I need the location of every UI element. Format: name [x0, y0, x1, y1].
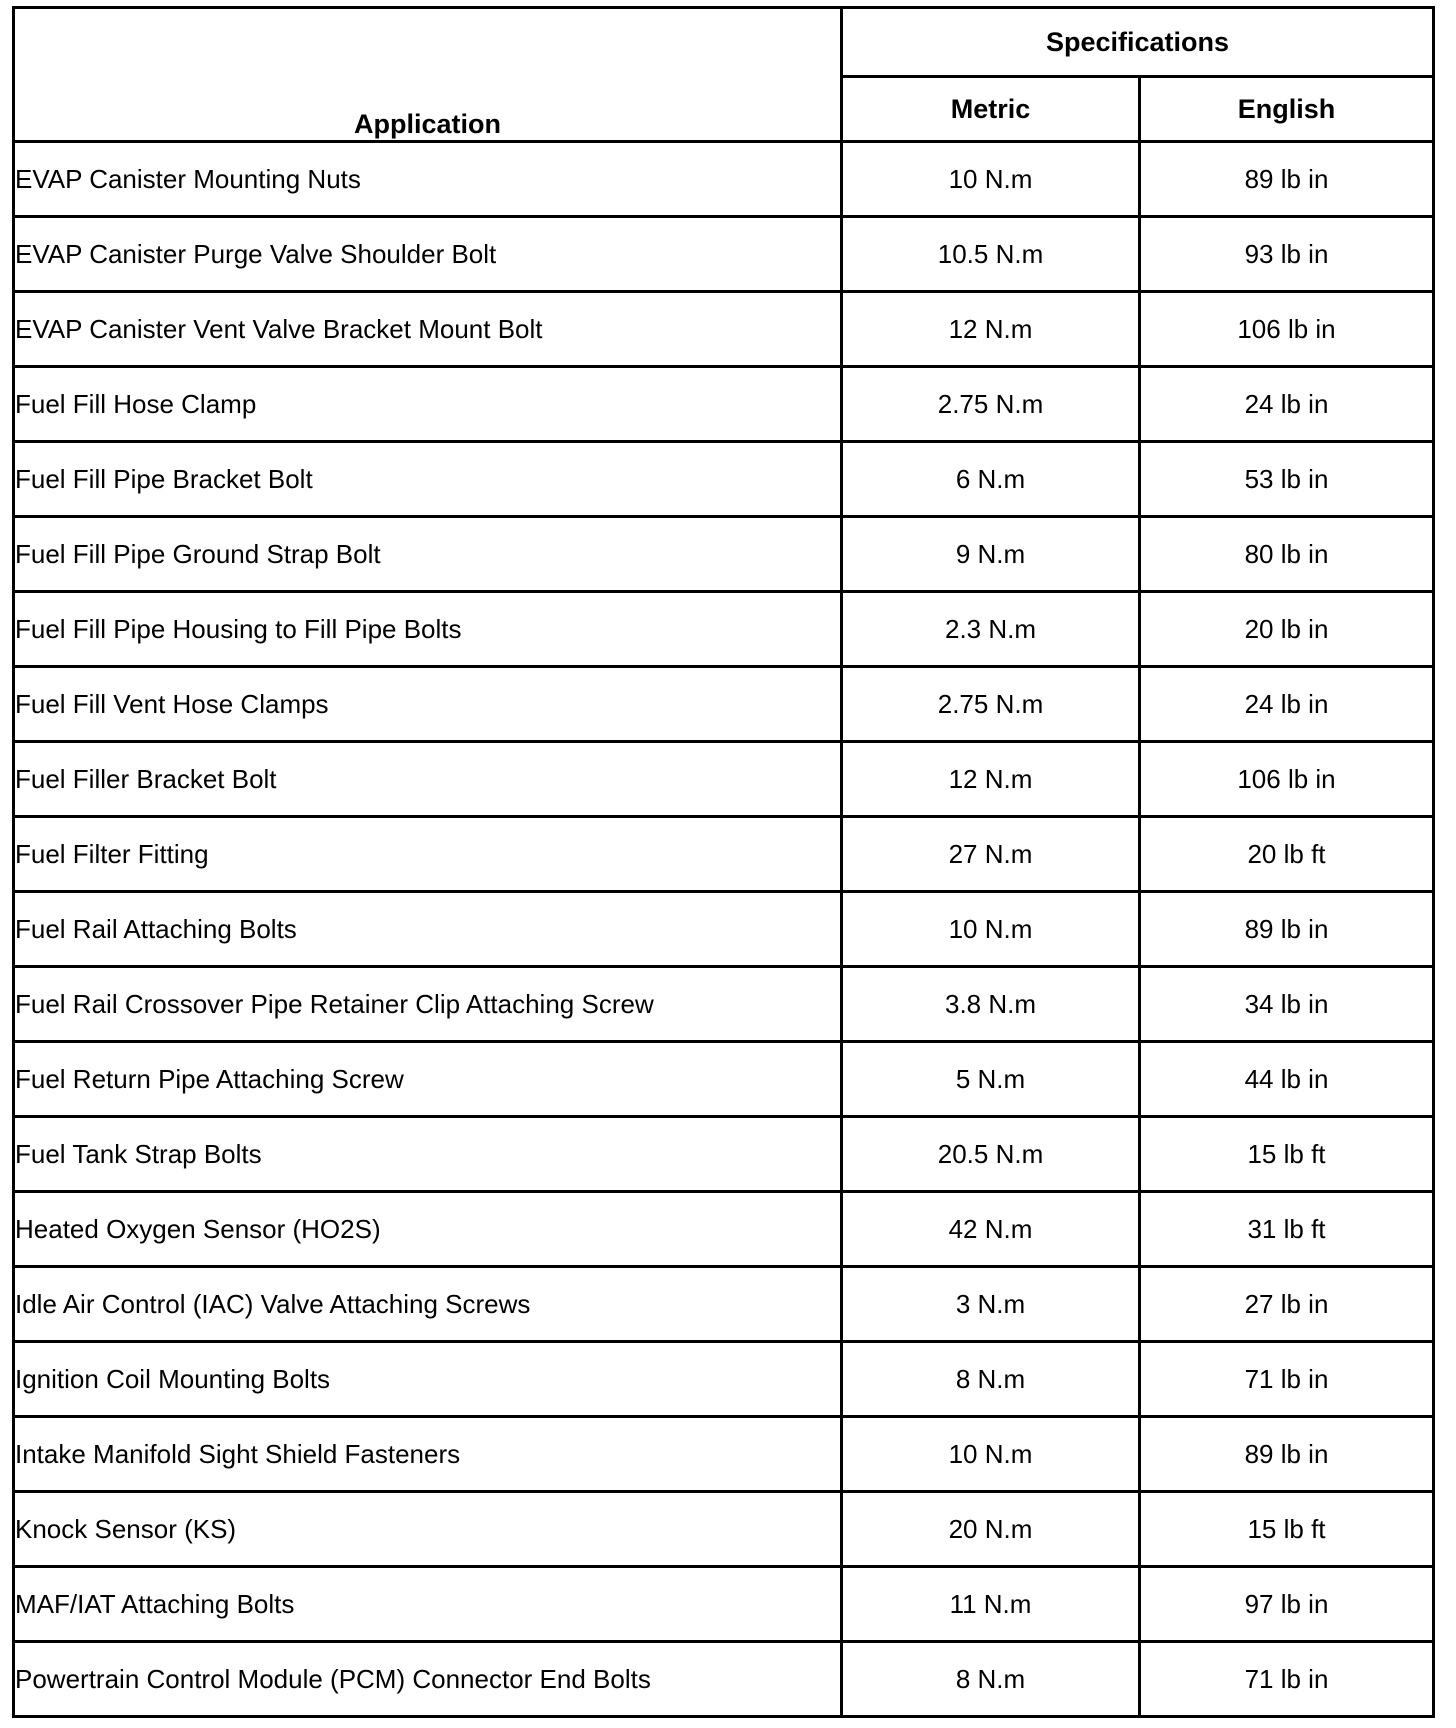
english-header: English	[1140, 77, 1434, 142]
specifications-header: Specifications	[842, 8, 1434, 77]
table-row	[14, 1267, 1434, 1342]
metric-cell: 20.5 N.m	[842, 1117, 1140, 1192]
english-cell: 71 lb in	[1140, 1342, 1434, 1417]
english-cell: 31 lb ft	[1140, 1192, 1434, 1267]
header-row-top	[14, 8, 1434, 77]
english-cell: 34 lb in	[1140, 967, 1434, 1042]
application-cell: EVAP Canister Purge Valve Shoulder Bolt	[14, 217, 842, 292]
table-row	[14, 1117, 1434, 1192]
english-cell: 89 lb in	[1140, 1417, 1434, 1492]
torque-spec-table	[12, 6, 1435, 1718]
metric-cell: 2.75 N.m	[842, 667, 1140, 742]
metric-cell: 10.5 N.m	[842, 217, 1140, 292]
application-cell: Idle Air Control (IAC) Valve Attaching Screws	[14, 1267, 842, 1342]
table-row	[14, 1192, 1434, 1267]
application-cell: Ignition Coil Mounting Bolts	[14, 1342, 842, 1417]
english-cell: 89 lb in	[1140, 142, 1434, 217]
metric-cell: 5 N.m	[842, 1042, 1140, 1117]
application-header: Application	[14, 8, 842, 142]
metric-cell: 12 N.m	[842, 292, 1140, 367]
table-row	[14, 517, 1434, 592]
metric-cell: 8 N.m	[842, 1342, 1140, 1417]
metric-cell: 12 N.m	[842, 742, 1140, 817]
application-cell: Fuel Filter Fitting	[14, 817, 842, 892]
table-row	[14, 742, 1434, 817]
english-cell: 27 lb in	[1140, 1267, 1434, 1342]
english-cell: 97 lb in	[1140, 1567, 1434, 1642]
table-row	[14, 142, 1434, 217]
metric-header: Metric	[842, 77, 1140, 142]
table-row	[14, 667, 1434, 742]
metric-cell: 8 N.m	[842, 1642, 1140, 1717]
table-row	[14, 292, 1434, 367]
metric-cell: 10 N.m	[842, 892, 1140, 967]
application-cell: Heated Oxygen Sensor (HO2S)	[14, 1192, 842, 1267]
metric-cell: 20 N.m	[842, 1492, 1140, 1567]
metric-cell: 3.8 N.m	[842, 967, 1140, 1042]
english-cell: 20 lb ft	[1140, 817, 1434, 892]
application-cell: Intake Manifold Sight Shield Fasteners	[14, 1417, 842, 1492]
table-row	[14, 592, 1434, 667]
metric-cell: 2.3 N.m	[842, 592, 1140, 667]
application-cell: MAF/IAT Attaching Bolts	[14, 1567, 842, 1642]
table-row	[14, 1567, 1434, 1642]
table-header	[14, 8, 1434, 142]
english-cell: 20 lb in	[1140, 592, 1434, 667]
application-cell: Fuel Rail Attaching Bolts	[14, 892, 842, 967]
table-row	[14, 1417, 1434, 1492]
application-cell: Fuel Tank Strap Bolts	[14, 1117, 842, 1192]
table-row	[14, 817, 1434, 892]
application-cell: EVAP Canister Mounting Nuts	[14, 142, 842, 217]
table-row	[14, 442, 1434, 517]
table-row	[14, 217, 1434, 292]
application-cell: Fuel Rail Crossover Pipe Retainer Clip Attaching Screw	[14, 967, 842, 1042]
metric-cell: 3 N.m	[842, 1267, 1140, 1342]
english-cell: 44 lb in	[1140, 1042, 1434, 1117]
english-cell: 15 lb ft	[1140, 1117, 1434, 1192]
english-cell: 106 lb in	[1140, 742, 1434, 817]
table-row	[14, 967, 1434, 1042]
application-cell: EVAP Canister Vent Valve Bracket Mount Bolt	[14, 292, 842, 367]
metric-cell: 27 N.m	[842, 817, 1140, 892]
english-cell: 80 lb in	[1140, 517, 1434, 592]
application-cell: Fuel Return Pipe Attaching Screw	[14, 1042, 842, 1117]
table-row	[14, 367, 1434, 442]
application-cell: Fuel Fill Pipe Bracket Bolt	[14, 442, 842, 517]
metric-cell: 2.75 N.m	[842, 367, 1140, 442]
application-cell: Powertrain Control Module (PCM) Connector End Bolts	[14, 1642, 842, 1717]
english-cell: 15 lb ft	[1140, 1492, 1434, 1567]
table-row	[14, 1642, 1434, 1717]
table-row	[14, 892, 1434, 967]
metric-cell: 10 N.m	[842, 1417, 1140, 1492]
metric-cell: 11 N.m	[842, 1567, 1140, 1642]
metric-cell: 6 N.m	[842, 442, 1140, 517]
application-cell: Fuel Fill Vent Hose Clamps	[14, 667, 842, 742]
english-cell: 93 lb in	[1140, 217, 1434, 292]
english-cell: 24 lb in	[1140, 367, 1434, 442]
english-cell: 106 lb in	[1140, 292, 1434, 367]
metric-cell: 9 N.m	[842, 517, 1140, 592]
table-body	[14, 142, 1434, 1717]
application-cell: Knock Sensor (KS)	[14, 1492, 842, 1567]
metric-cell: 42 N.m	[842, 1192, 1140, 1267]
application-cell: Fuel Fill Hose Clamp	[14, 367, 842, 442]
table-row	[14, 1042, 1434, 1117]
application-cell: Fuel Fill Pipe Housing to Fill Pipe Bolts	[14, 592, 842, 667]
metric-cell: 10 N.m	[842, 142, 1140, 217]
table-row	[14, 1342, 1434, 1417]
application-cell: Fuel Filler Bracket Bolt	[14, 742, 842, 817]
english-cell: 53 lb in	[1140, 442, 1434, 517]
english-cell: 24 lb in	[1140, 667, 1434, 742]
application-cell: Fuel Fill Pipe Ground Strap Bolt	[14, 517, 842, 592]
table-row	[14, 1492, 1434, 1567]
english-cell: 89 lb in	[1140, 892, 1434, 967]
english-cell: 71 lb in	[1140, 1642, 1434, 1717]
